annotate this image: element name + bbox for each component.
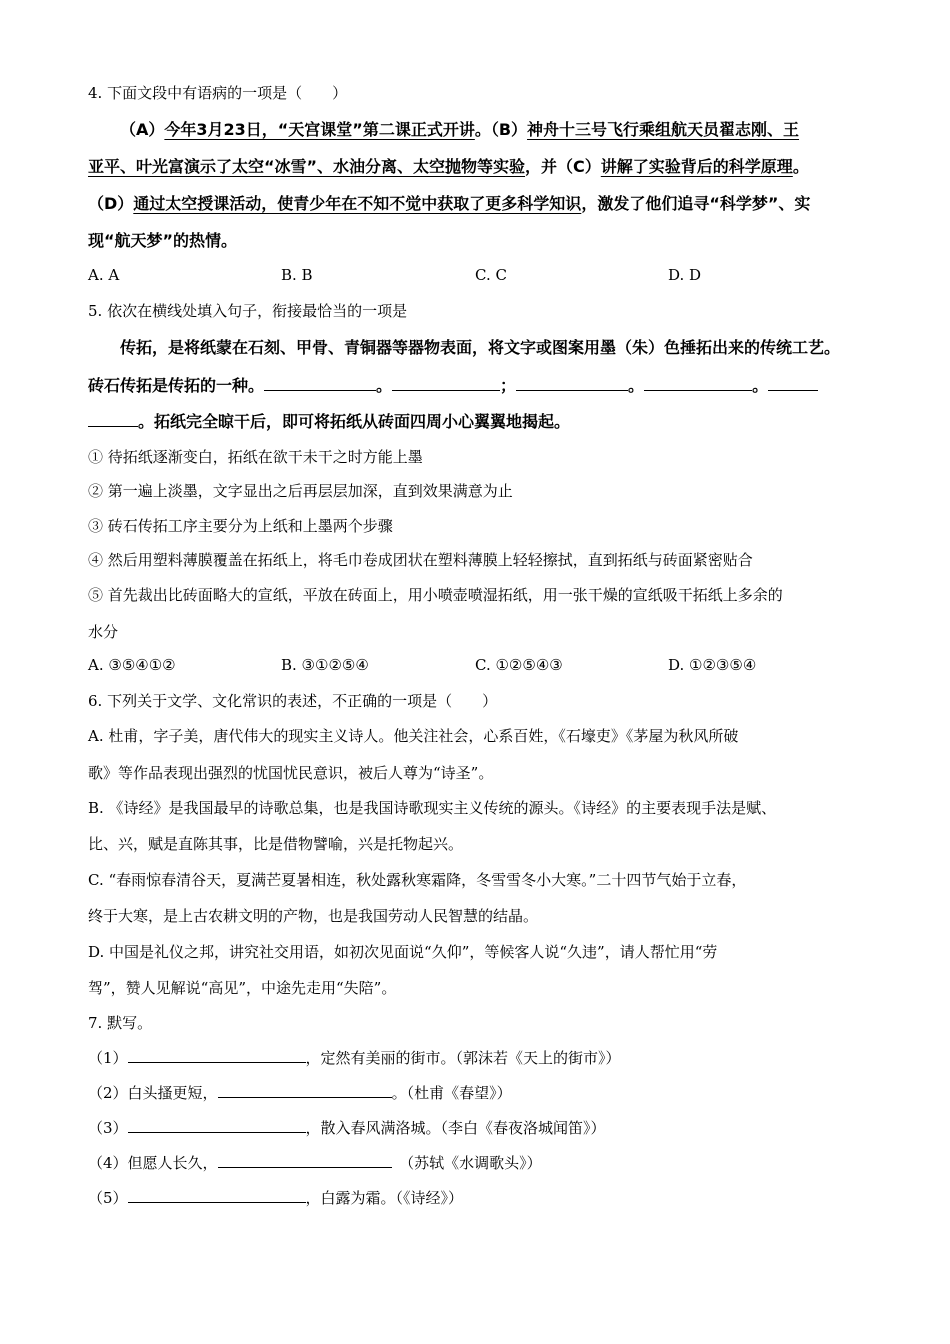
q5-passage-line-1: 传拓，是将纸蒙在石刻、甲骨、青铜器等器物表面，将文字或图案用墨（朱）色捶拓出来的传统工艺。 [120,338,841,357]
q5-sep-3: 。 [628,376,645,395]
q5-blank-1[interactable] [264,376,376,391]
q7-blank-5[interactable] [128,1188,306,1203]
q7-item-text: ，白露为霜。（《诗经》） [305,1189,464,1207]
q5-stem: 5. 依次在横线处填入句子，衔接最恰当的一项是 [88,302,408,320]
q5-item-4: ④ 然后用塑料薄膜覆盖在拓纸上，将毛巾卷成团状在塑料薄膜上轻轻擦拭，直到拓纸与砖面紧密贴合 [88,551,753,569]
q4-segment-c: 讲解了实验背后的科学原理 [600,157,793,176]
q4-option-b[interactable]: B. B [281,266,313,284]
q6-option-a-cont: 歌》等作品表现出强烈的忧国忧民意识，被后人尊为“诗圣”。 [88,764,494,782]
q4-option-d[interactable]: D. D [668,266,702,284]
q6-option-c-cont: 终于大寒，是上古农耕文明的产物，也是我国劳动人民智慧的结晶。 [88,907,539,925]
q7-item-number: （5） [88,1189,128,1207]
q7-item-text: 白头搔更短， [127,1084,218,1102]
q7-item-number: （2） [88,1084,128,1102]
q5-sep-4: 。 [752,376,769,395]
q4-paragraph-line-3 [88,191,810,214]
q5-sep-2: ； [500,376,517,395]
q4-punct: 。 [792,157,809,176]
q5-item-1: ① 待拓纸逐渐变白，拓纸在欲干未干之时方能上墨 [88,448,423,466]
q4-option-c[interactable]: C. C [475,266,507,284]
q4-paragraph-line-2 [88,154,809,177]
q7-blank-2[interactable] [218,1083,392,1098]
q4-segment-d: 通过太空授课活动，使青少年在不知不觉中获取了更多科学知识 [133,194,582,213]
q7-item-text: ，散入春风满洛城。（李白《春夜洛城闻笛》） [305,1119,606,1137]
q7-item-5 [88,1187,463,1208]
q4-paragraph-line-1 [120,117,799,140]
q4-option-a[interactable]: A. A [88,266,120,284]
q5-option-d[interactable]: D. ①②③⑤④ [668,656,757,674]
q7-item-text: 但愿人长久， [127,1154,218,1172]
q6-option-a[interactable]: A. 杜甫，字子美，唐代伟大的现实主义诗人。他关注社会，心系百姓，《石壕吏》《茅屋为秋风所破 [88,727,739,745]
q6-option-d[interactable]: D. 中国是礼仪之邦，讲究社交用语，如初次见面说“久仰”，等候客人说“久违”，请人帮忙用“劳 [88,943,718,961]
q7-item-2 [88,1082,512,1103]
q6-stem: 6. 下列关于文学、文化常识的表述，不正确的一项是（ ） [88,692,498,710]
q7-blank-4[interactable] [218,1153,392,1168]
q5-option-a[interactable]: A. ③⑤④①② [88,656,176,674]
q5-passage-text: 砖石传拓是传拓的一种。 [88,376,265,395]
q7-item-number: （3） [88,1119,128,1137]
q5-option-b[interactable]: B. ③①②⑤④ [281,656,369,674]
q7-blank-3[interactable] [128,1118,306,1133]
q7-blank-1[interactable] [128,1048,306,1063]
q7-item-text: （苏轼《水调歌头》） [391,1154,542,1172]
q7-item-text: ，定然有美丽的街市。（郭沫若《天上的街市》） [305,1049,621,1067]
q6-option-c[interactable]: C. “春雨惊春清谷天，夏满芒夏暑相连，秋处露秋寒霜降，冬雪雪冬小大寒。”二十四节气始于立春， [88,871,747,889]
q7-item-3 [88,1117,606,1138]
q5-blank-5-part2[interactable] [88,412,138,427]
q7-stem: 7. 默写。 [88,1014,153,1032]
q6-option-b[interactable]: B. 《诗经》是我国最早的诗歌总集，也是我国诗歌现实主义传统的源头。《诗经》的主要表现手法是赋、 [88,799,777,817]
q5-blank-3[interactable] [516,376,628,391]
q5-blank-5-part1[interactable] [768,376,818,391]
q5-passage-end: 。拓纸完全晾干后，即可将拓纸从砖面四周小心翼翼地揭起。 [138,412,571,431]
q4-segment-b-part2: 亚平、叶光富演示了太空“冰雪”、水油分离、太空抛物等实验 [88,157,526,176]
q4-line3-end: ，激发了他们追寻“科学梦”、实 [581,194,811,213]
q4-label-b: 。（B） [474,120,528,139]
q7-item-text: 。（杜甫《春望》） [391,1084,512,1102]
q4-stem: 4. 下面文段中有语病的一项是（ ） [88,84,348,102]
q5-passage-line-2 [88,373,818,396]
q5-item-2: ② 第一遍上淡墨，文字显出之后再层层加深，直到效果满意为止 [88,482,513,500]
q5-blank-4[interactable] [644,376,752,391]
q5-option-c[interactable]: C. ①②⑤④③ [475,656,563,674]
q7-item-1 [88,1047,621,1068]
q6-option-b-cont: 比、兴，赋是直陈其事，比是借物譬喻，兴是托物起兴。 [88,835,464,853]
q7-item-number: （1） [88,1049,128,1067]
q7-item-number: （4） [88,1154,128,1172]
q5-item-5-cont: 水分 [88,623,119,641]
q7-item-4 [88,1152,542,1173]
q4-segment-a: 今年3月23日，“天宫课堂”第二课正式开讲 [164,120,475,139]
q4-label-a: （A） [120,120,165,139]
q4-label-c: ，并（C） [525,157,601,176]
q5-blank-2[interactable] [392,376,500,391]
q4-paragraph-line-4: 现“航天梦”的热情。 [88,231,238,250]
q4-label-d: （D） [88,194,134,213]
q6-option-d-cont: 驾”，赞人见解说“高见”，中途先走用“失陪”。 [88,979,397,997]
q5-passage-line-3 [88,409,570,432]
q4-segment-b-part1: 神舟十三号飞行乘组航天员翟志刚、王 [527,120,800,139]
q5-item-5: ⑤ 首先裁出比砖面略大的宣纸，平放在砖面上，用小喷壶喷湿拓纸，用一张干燥的宣纸吸干拓纸上多余的 [88,586,783,604]
q5-sep-1: 。 [376,376,393,395]
q5-item-3: ③ 砖石传拓工序主要分为上纸和上墨两个步骤 [88,517,393,535]
